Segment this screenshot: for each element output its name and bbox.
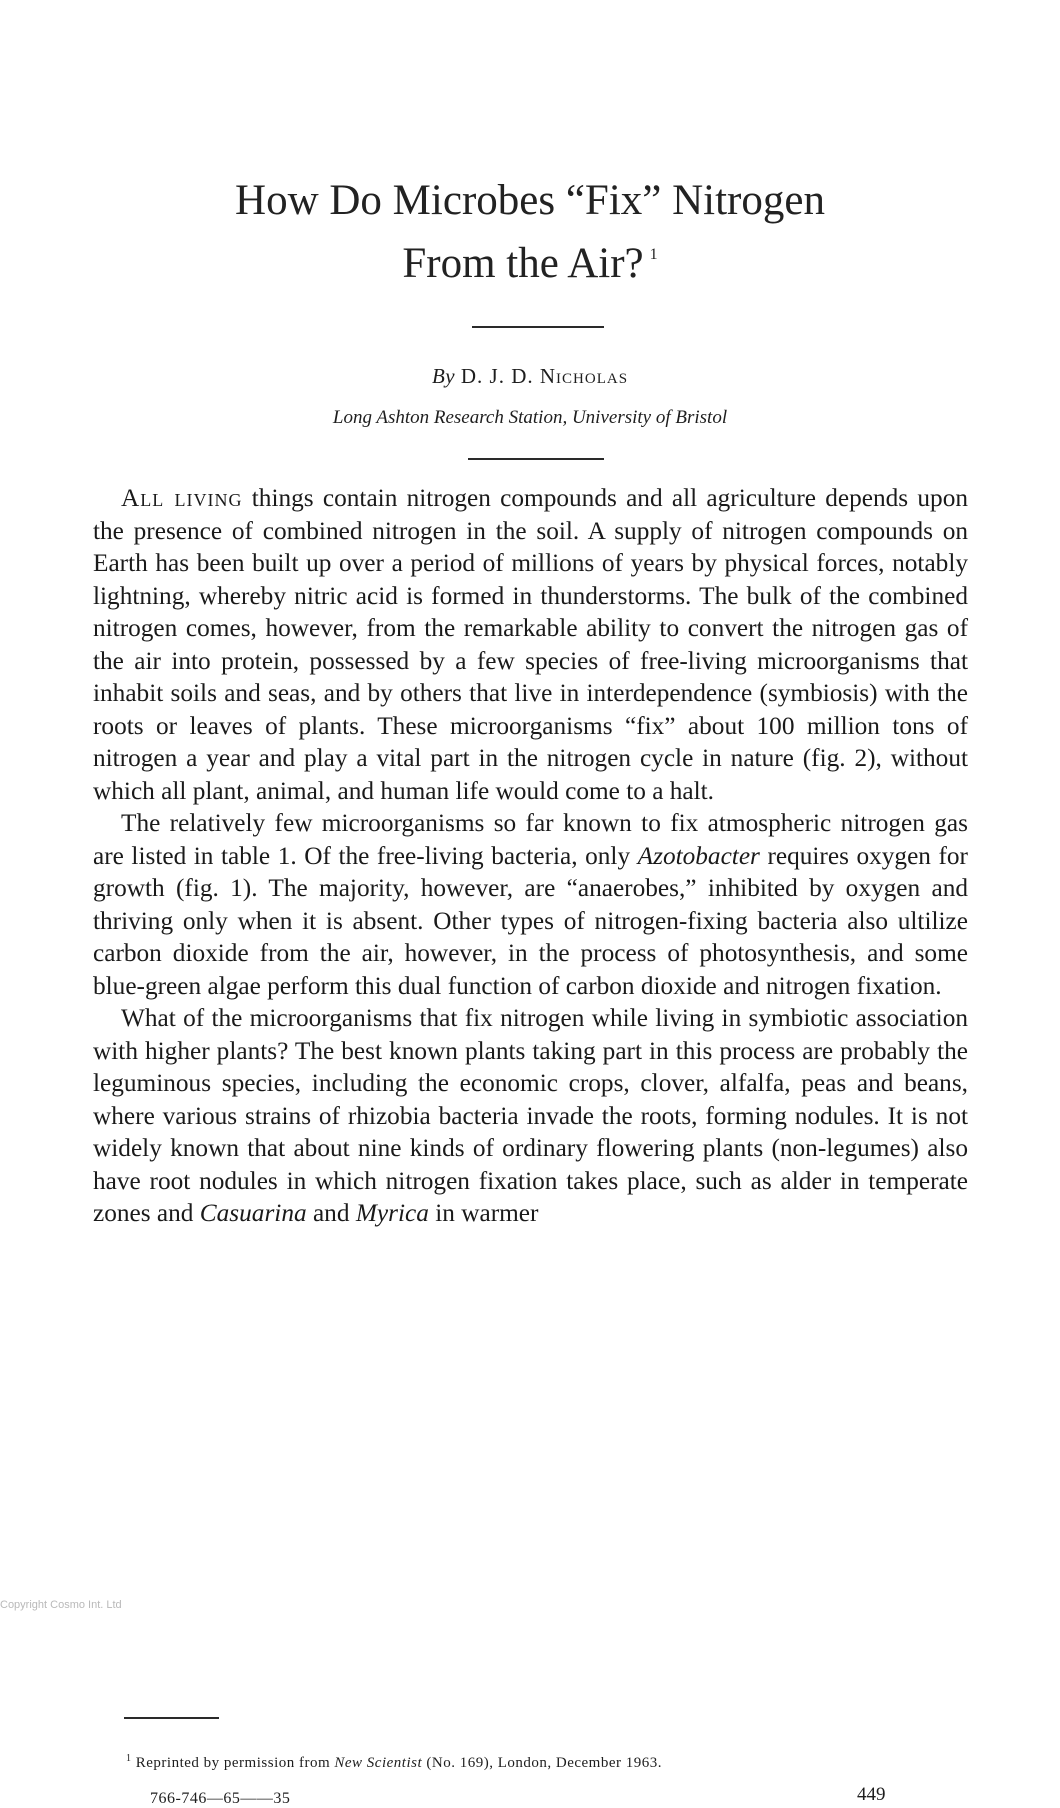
footnote-divider — [124, 1717, 219, 1719]
paragraph-2-text-b: requires oxygen for growth (fig. 1). The majority, however, are “anaerobes,” inhibited by oxygen and thriving only when it is absent. Other types of nitrogen-fixing bacteria also ultilize carbon dioxide from the air, however, in the process of photosynthesis, and some blue-green algae perform this dual function of carbon dioxide and nitrogen fixation. — [93, 841, 968, 1000]
byline-divider — [468, 458, 604, 460]
print-code: 766-746—65——35 — [150, 1790, 291, 1807]
lead-in-small-caps: All living — [121, 484, 243, 512]
footnote-journal: New Scientist — [334, 1755, 423, 1771]
author-affiliation: Long Ashton Research Station, University of Bristol — [332, 407, 728, 428]
article-title — [0, 170, 1060, 232]
paragraph-3-connector: and — [306, 1199, 356, 1227]
article-title-continued — [0, 224, 1060, 295]
paragraph-3 — [93, 1002, 968, 1230]
article-body — [93, 482, 968, 1230]
byline — [0, 364, 1060, 389]
paragraph-3-text-b: in warmer — [428, 1199, 539, 1227]
copyright-watermark: Copyright Cosmo Int. Ltd — [0, 1599, 122, 1611]
title-line-2: From the Air? — [402, 240, 644, 287]
casuarina-term: Casuarina — [199, 1199, 307, 1227]
footnote-marker: 1 — [126, 1753, 132, 1764]
paragraph-3-text-a: What of the microorganisms that fix nitrogen while living in symbiotic association with higher plants? The best known plants taking part in this process are probably the leguminous species, including the economic crops, clover, alfalfa, peas and beans, where various strains of rhizobia bacteria invade the roots, forming nodules. It is not widely known that about nine kinds of ordinary flowering plants (non-legumes) also have root nodules in which nitrogen fixation takes place, such as alder in temperate zones and — [93, 1004, 968, 1227]
paragraph-1-text: things contain nitrogen compounds and all agriculture depends upon the presence of combined nitrogen in the soil. A supply of nitrogen compounds on Earth has been built up over a period of millions of years by physical forces, notably lightning, whereby nitric acid is formed in thunderstorms. The bulk of the combined nitrogen comes, however, from the remarkable ability to convert the nitrogen gas of the air into protein, possessed by a few species of free-living microorganisms that inhabit soils and seas, and by others that live in interdependence (symbiosis) with the roots or leaves of plants. These microorganisms “fix” about 100 million tons of nitrogen a year and play a vital part in the nitrogen cycle in nature (fig. 2), without which all plant, animal, and human life would come to a halt. — [93, 484, 968, 805]
byline-prefix: By — [431, 364, 456, 388]
title-divider — [472, 326, 604, 328]
footnote-text-b: (No. 169), London, December 1963. — [422, 1755, 663, 1771]
paragraph-2-text-a: The relatively few microorganisms so far known to fix atmospheric nitrogen gas are listed in table 1. Of the free-living bacteria, only — [93, 809, 968, 870]
azotobacter-term: Azotobacter — [637, 841, 760, 870]
page-number: 449 — [857, 1784, 886, 1805]
paragraph-2 — [93, 807, 968, 1002]
myrica-term: Myrica — [355, 1199, 429, 1227]
author-name: D. J. D. Nicholas — [460, 364, 629, 388]
title-footnote-marker: 1 — [649, 246, 658, 263]
title-line-1: How Do Microbes “Fix” Nitrogen — [235, 177, 825, 224]
footnote-text-a: Reprinted by permission from — [135, 1755, 335, 1771]
paragraph-1 — [93, 482, 968, 807]
footnote — [126, 1753, 926, 1772]
